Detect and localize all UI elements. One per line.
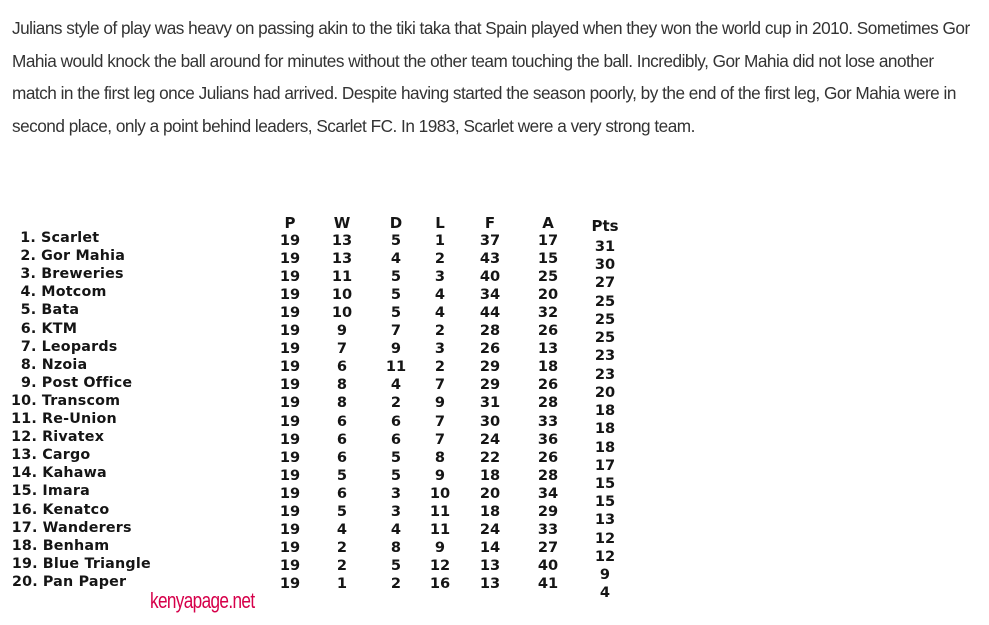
table-row-team (0, 284, 106, 301)
stat-goals-for: 26 (479, 340, 501, 358)
stat-drawn: 2 (390, 394, 402, 412)
stat-drawn: 6 (390, 430, 402, 448)
stat-played: 19 (279, 232, 301, 249)
stat-points: 23 (594, 347, 616, 365)
team-name: Pan Paper (42, 573, 127, 590)
column-header-played: P (284, 214, 296, 232)
stat-played: 19 (279, 322, 301, 340)
stat-lost: 8 (434, 448, 446, 466)
team-name: Kahawa (42, 465, 107, 482)
table-row-team (0, 266, 124, 283)
stat-goals-against: 26 (537, 376, 559, 394)
stat-lost: 7 (434, 376, 446, 394)
team-name: KTM (41, 320, 78, 337)
stat-won: 5 (336, 502, 348, 520)
team-name: Gor Mahia (41, 248, 126, 265)
stat-won: 2 (336, 538, 348, 556)
stat-played: 19 (279, 520, 301, 538)
table-row-team (1, 375, 133, 392)
stat-played: 19 (279, 466, 301, 484)
stat-played: 19 (279, 286, 301, 304)
team-name: Re-Union (42, 411, 117, 427)
position-number: 11. (11, 411, 37, 427)
stat-won: 5 (336, 466, 348, 484)
position-number: 2. (20, 248, 37, 265)
stat-points: 25 (594, 292, 616, 310)
table-row-team (0, 302, 79, 319)
stat-goals-against: 27 (537, 538, 559, 556)
stat-goals-for: 44 (479, 304, 501, 322)
stat-played: 19 (279, 340, 301, 358)
stat-drawn: 5 (390, 304, 402, 322)
stat-played: 19 (279, 250, 301, 268)
stat-points: 30 (594, 256, 616, 274)
stat-played: 19 (279, 358, 301, 376)
stat-played: 19 (279, 304, 301, 322)
stat-played: 19 (279, 448, 301, 466)
stat-points: 25 (594, 329, 616, 347)
position-number: 6. (20, 320, 37, 337)
stat-points: 12 (594, 529, 616, 547)
position-number: 14. (11, 465, 38, 482)
stat-points: 9 (599, 566, 611, 584)
table-row-team (2, 574, 126, 591)
stat-won: 6 (336, 484, 348, 502)
stat-goals-for: 20 (479, 484, 501, 502)
stat-lost: 2 (434, 322, 446, 340)
team-name: Nzoia (41, 356, 88, 373)
stat-won: 8 (336, 376, 348, 394)
stat-drawn: 3 (390, 484, 402, 502)
table-row-team (1, 393, 120, 410)
stat-played: 19 (279, 484, 301, 502)
stat-won: 10 (331, 286, 353, 304)
position-number: 20. (11, 573, 38, 590)
stat-won: 1 (336, 574, 348, 592)
stat-lost: 9 (434, 466, 446, 484)
stat-goals-against: 32 (537, 304, 559, 322)
stat-played: 19 (279, 412, 301, 430)
stat-lost: 3 (434, 268, 446, 286)
stat-goals-for: 30 (479, 412, 501, 430)
stat-points: 17 (594, 456, 616, 474)
table-row-team (2, 502, 110, 519)
stat-lost: 4 (434, 304, 446, 322)
stat-lost: 3 (434, 340, 446, 358)
column-header-points: Pts (591, 217, 619, 235)
stat-goals-against: 41 (537, 574, 559, 592)
column-header-goals-against: A (542, 214, 554, 232)
stat-lost: 16 (429, 574, 451, 592)
team-name: Transcom (41, 392, 121, 409)
column-header-lost: L (435, 214, 445, 232)
stat-drawn: 5 (390, 556, 402, 574)
stat-played: 19 (279, 574, 301, 592)
stat-goals-for: 18 (479, 466, 501, 484)
team-name: Post Office (41, 374, 133, 391)
league-table-scan (0, 208, 660, 625)
stat-drawn: 5 (390, 466, 402, 484)
stat-points: 20 (594, 383, 616, 401)
stat-drawn: 5 (390, 268, 402, 286)
stat-goals-against: 26 (537, 448, 559, 466)
stat-played: 19 (279, 502, 301, 520)
stat-won: 7 (336, 340, 348, 358)
position-number: 7. (20, 338, 37, 355)
stat-goals-against: 13 (537, 340, 559, 358)
stat-points: 18 (594, 438, 616, 456)
stat-goals-for: 13 (479, 556, 501, 574)
stat-drawn: 8 (390, 538, 402, 556)
column-header-won: W (333, 214, 351, 232)
stat-points: 15 (594, 474, 616, 492)
stat-goals-against: 40 (537, 556, 559, 574)
table-row-team (0, 230, 99, 247)
position-number: 10. (10, 392, 37, 409)
stat-goals-for: 13 (479, 574, 501, 592)
stat-goals-against: 15 (537, 250, 559, 268)
stat-played: 19 (279, 394, 301, 412)
column-header-drawn: D (389, 214, 403, 232)
position-number: 18. (11, 537, 38, 554)
team-name: Kenatco (42, 501, 110, 518)
stat-won: 10 (331, 304, 353, 322)
stat-points: 18 (594, 420, 616, 438)
stat-goals-against: 28 (537, 394, 559, 412)
stat-drawn: 3 (390, 502, 402, 520)
stat-points: 18 (594, 402, 616, 420)
position-number: 13. (11, 447, 38, 464)
table-row-team (1, 339, 118, 356)
position-number: 15. (11, 483, 38, 500)
stat-points: 13 (594, 511, 616, 529)
stat-goals-against: 28 (537, 466, 559, 484)
table-row-team (1, 411, 117, 428)
position-number: 3. (20, 266, 37, 283)
stat-goals-against: 33 (537, 412, 559, 430)
table-row-team (2, 520, 132, 537)
team-name: Rivatex (42, 429, 105, 446)
table-row-team (1, 429, 104, 446)
stat-drawn: 5 (390, 286, 402, 304)
stat-won: 2 (336, 556, 348, 574)
position-number: 19. (11, 555, 38, 572)
stat-drawn: 4 (390, 376, 402, 394)
stat-goals-for: 31 (479, 394, 501, 412)
stat-goals-for: 22 (479, 448, 501, 466)
stat-won: 6 (336, 412, 348, 430)
stat-drawn: 2 (390, 574, 402, 592)
stat-points: 25 (594, 310, 616, 328)
stat-drawn: 7 (390, 322, 402, 340)
stat-lost: 9 (434, 538, 446, 556)
stat-won: 8 (336, 394, 348, 412)
stat-played: 19 (279, 430, 301, 448)
position-number: 4. (20, 284, 37, 301)
watermark: kenyapage.net (150, 588, 255, 613)
stat-goals-against: 17 (537, 232, 559, 249)
stat-won: 6 (336, 430, 348, 448)
stat-lost: 2 (434, 250, 446, 268)
stat-goals-against: 25 (537, 268, 559, 286)
stat-goals-for: 29 (479, 358, 501, 376)
stat-played: 19 (279, 556, 301, 574)
stat-lost: 10 (429, 484, 451, 502)
team-name: Motcom (41, 284, 107, 301)
stat-lost: 2 (434, 358, 446, 376)
table-row-team (1, 465, 107, 482)
stat-lost: 7 (434, 430, 446, 448)
stat-goals-for: 37 (479, 232, 501, 249)
stat-drawn: 4 (390, 250, 402, 268)
stat-goals-against: 26 (537, 322, 559, 340)
position-number: 12. (11, 429, 38, 446)
stat-won: 6 (336, 448, 348, 466)
stat-drawn: 4 (390, 520, 402, 538)
stat-drawn: 11 (385, 358, 407, 376)
position-number: 16. (11, 501, 38, 518)
stat-goals-for: 29 (479, 376, 501, 394)
stat-lost: 11 (429, 520, 451, 538)
team-name: Wanderers (42, 519, 132, 536)
position-number: 1. (20, 230, 36, 246)
stat-points: 4 (599, 584, 611, 602)
stat-points: 15 (594, 493, 616, 511)
stat-lost: 4 (434, 286, 446, 304)
stat-goals-against: 36 (537, 430, 559, 448)
table-row-team (2, 538, 110, 555)
stat-points: 31 (594, 238, 616, 255)
position-number: 17. (11, 519, 38, 536)
stat-won: 6 (336, 358, 348, 376)
stat-lost: 1 (434, 232, 446, 249)
team-name: Benham (42, 537, 110, 554)
stat-lost: 9 (434, 394, 446, 412)
table-row-team (2, 556, 151, 573)
team-name: Leopards (41, 338, 118, 355)
stat-goals-for: 14 (479, 538, 501, 556)
team-name: Imara (42, 483, 90, 500)
stat-played: 19 (279, 376, 301, 394)
stat-goals-for: 18 (479, 502, 501, 520)
stat-goals-for: 34 (479, 286, 501, 304)
team-name: Cargo (42, 447, 91, 464)
stat-drawn: 9 (390, 340, 402, 358)
stat-points: 23 (594, 365, 616, 383)
table-row-team (0, 248, 125, 265)
stat-goals-against: 18 (537, 358, 559, 376)
stat-lost: 7 (434, 412, 446, 430)
stat-played: 19 (279, 538, 301, 556)
intro-paragraph: Julians style of play was heavy on passing akin to the tiki taka that Spain played when they won the world cup in 2010. Sometimes Gor Mahia would knock the ball around for minutes without the other team touching the ball. Incredibly, Gor Mahia did not lose another match in the first leg once Julians had arrived. Despite having started the season poorly, by the end of the first leg, Gor Mahia were in second place, only a point behind leaders, Scarlet FC. In 1983, Scarlet were a very strong team. (12, 18, 970, 136)
stat-goals-for: 40 (479, 268, 501, 286)
stat-points: 12 (594, 547, 616, 565)
stat-drawn: 5 (390, 448, 402, 466)
position-number: 9. (21, 374, 37, 391)
team-name: Bata (41, 302, 80, 319)
stat-goals-for: 43 (479, 250, 501, 268)
stat-goals-against: 33 (537, 520, 559, 538)
stat-points: 27 (594, 274, 616, 292)
stat-drawn: 6 (390, 412, 402, 430)
stat-won: 4 (336, 520, 348, 538)
stat-lost: 11 (429, 502, 451, 520)
stat-won: 9 (336, 322, 348, 340)
stat-goals-for: 28 (479, 322, 501, 340)
stat-goals-against: 34 (537, 484, 559, 502)
table-row-team (1, 483, 90, 500)
stat-lost: 12 (429, 556, 451, 574)
stat-won: 13 (331, 232, 353, 249)
stat-played: 19 (279, 268, 301, 286)
position-number: 8. (20, 356, 37, 373)
stat-goals-against: 20 (537, 286, 559, 304)
stat-drawn: 5 (390, 232, 402, 249)
position-number: 5. (20, 302, 37, 319)
stat-goals-for: 24 (479, 520, 501, 538)
team-name: Blue Triangle (42, 555, 151, 572)
team-name: Scarlet (41, 230, 100, 246)
team-name: Breweries (41, 266, 124, 283)
stat-goals-for: 24 (479, 430, 501, 448)
table-row-team (1, 447, 90, 464)
stat-won: 11 (331, 268, 353, 286)
table-row-team (1, 321, 78, 338)
stat-won: 13 (331, 250, 353, 268)
column-header-goals-for: F (484, 214, 496, 232)
table-row-team (1, 357, 88, 374)
stat-goals-against: 29 (537, 502, 559, 520)
